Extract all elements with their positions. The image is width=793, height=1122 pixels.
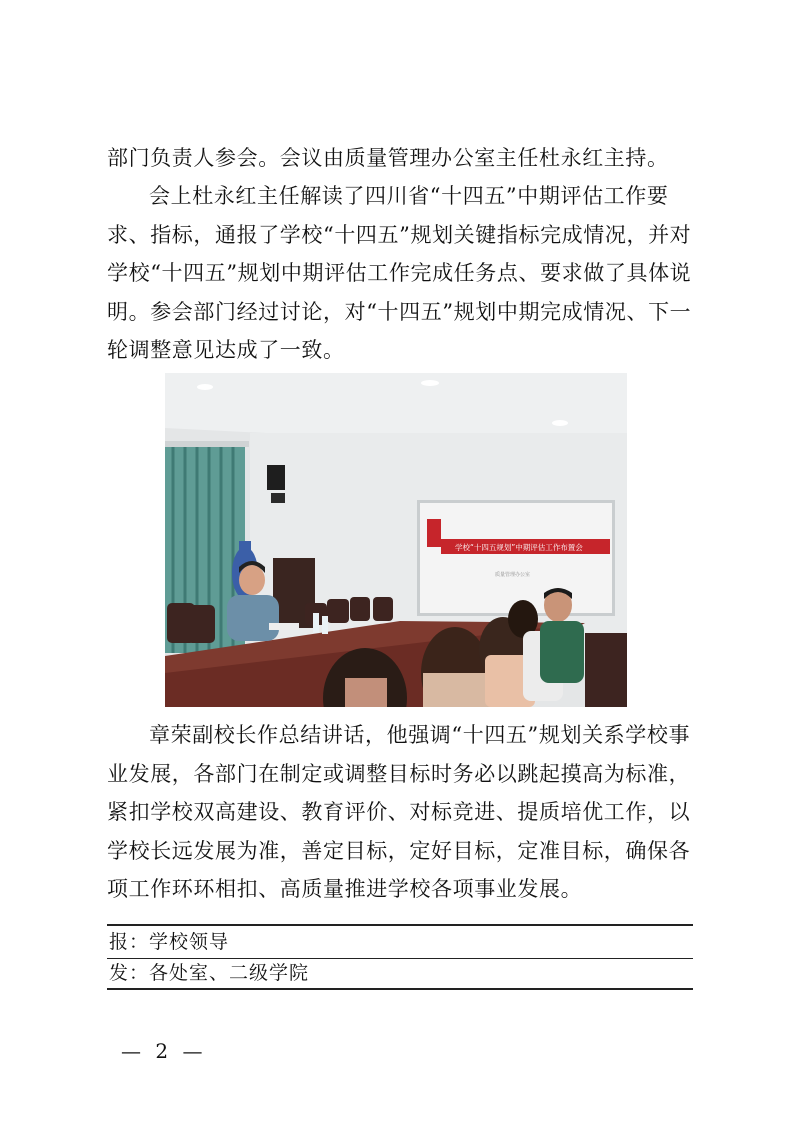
paragraph-2: 会上杜永红主任解读了四川省“十四五”中期评估工作要求、指标，通报了学校“十四五”规划关键指标完成情况，并对学校“十四五”规划中期评估工作完成任务点、要求做了具体说明。参会部门经过讨论，对“十四五”规划中期完成情况、下一轮调整意见达成了一致。	[107, 184, 692, 362]
meeting-photo	[165, 373, 627, 707]
report-to-line: 报：学校领导	[109, 931, 230, 953]
page-number: — 2 —	[121, 1039, 207, 1063]
paragraph-1: 部门负责人参会。会议由质量管理办公室主任杜永红主持。	[107, 146, 669, 170]
paragraph-3: 章荣副校长作总结讲话，他强调“十四五”规划关系学校事业发展，各部门在制定或调整目标时务必以跳起摸高为标准，紧扣学校双高建设、教育评价、对标竞进、提质培优工作，以学校长远发展为准，善定目标，定好目标，定准目标，确保各项工作环环相扣、高质量推进学校各项事业发展。	[107, 723, 691, 901]
send-to-line: 发：各处室、二级学院	[109, 962, 310, 984]
distribution-middle-rule	[107, 958, 693, 959]
screen-subtitle-text: 质量管理办公室	[495, 572, 531, 578]
distribution-bottom-rule	[107, 988, 693, 990]
screen-title-text: 学校“十四五规划”中期评估工作布置会	[455, 543, 583, 552]
distribution-top-rule	[107, 924, 693, 926]
